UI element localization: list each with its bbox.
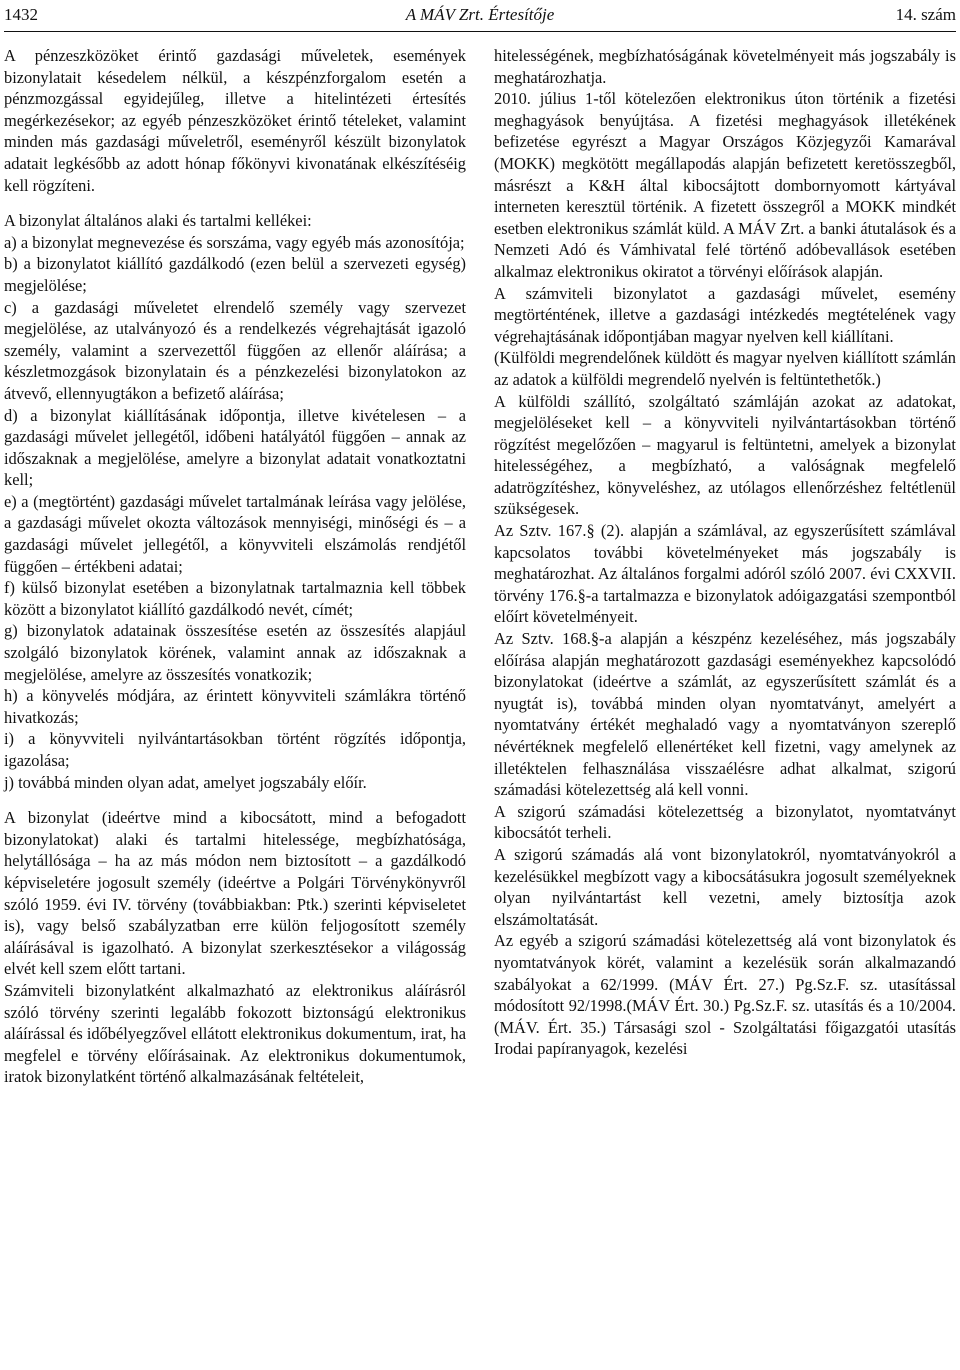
- paragraph: A pénzeszközöket érintő gazdasági műveletek, események bizonylatait késedelem nélkül, a készpénzforgalom esetén a pénzmozgással egyidejűleg, illetve a hitelintézeti értesítés megérkezésekor; az egyéb pénzeszközöket érintő tételeket, valamint minden más gazdasági műveletről, eseményről készült bizonylatok adatait legkésőbb az adott hónap főkönyvi kivonatának elkészítéséig kell rögzíteni.: [4, 46, 466, 195]
- paragraph: A szigorú számadás alá vont bizonylatokról, nyomtatványokról a kezelésükkel megbízott vagy a kibocsátásukra jogosult személyeknek olyan nyilvántartást kell vezetni, amely biztosítja azok elszámoltatását.: [494, 844, 956, 929]
- list-item: g) bizonylatok adatainak összesítése esetén az összesítés alapjául szolgáló bizonylatok körének, valamint annak az időszaknak a megjelölése, amelyre az összesítés vonatkozik;: [4, 621, 466, 684]
- page-number: 1432: [4, 5, 38, 24]
- list-item: a) a bizonylat megnevezése és sorszáma, vagy egyéb más azonosítója;: [4, 232, 465, 252]
- paragraph: A számviteli bizonylatot a gazdasági művelet, esemény megtörténtének, illetve a gazdasági intézkedés megtételének vagy végrehajtásának időpontjában magyar nyelven kell kiállítani.: [494, 283, 956, 346]
- list-item: i) a könyvviteli nyilvántartásokban történt rögzítés időpontja, igazolása;: [4, 729, 466, 770]
- right-column: [494, 45, 956, 1060]
- list-item: c) a gazdasági műveletet elrendelő személy vagy szervezet megjelölése, az utalványozó és a rendelkezés végrehajtását igazoló személy, valamint a szervezettől függően az ellenőr aláírása; a készletmozgások bizonylatain és a pénzkezelési bizonylatokon az átvevő, ellennyugtákon a befizető aláírása;: [4, 297, 466, 403]
- paragraph: Az Sztv. 168.§-a alapján a készpénz kezeléséhez, más jogszabály előírása alapján meghatározott gazdasági eseményekhez kapcsolódó bizonylatokat (ideértve a számlát, az egyszerűsített számlát és a nyugtát is), továbbá minden olyan nyomtatványt, amelyért a nyomtatvány értékét meghaladó vagy a nyomtatványon szereplő névértéknek megfelelő ellenértéket kell fizetni, vagy amelynek az illetéktelen felhasználása visszaélésre adhat alkalmat, szigorú számadási kötelezettség alá kell vonni.: [494, 629, 956, 800]
- issue-number: 14. szám: [895, 5, 956, 24]
- paragraph: A szigorú számadási kötelezettség a bizonylatot, nyomtatványt kibocsátót terheli.: [494, 801, 956, 843]
- paragraph: hitelességének, megbízhatóságának követelményeit más jogszabály is meghatározhatja.: [494, 46, 956, 87]
- journal-title: A MÁV Zrt. Értesítője: [405, 5, 555, 24]
- list-item: b) a bizonylatot kiállító gazdálkodó (ezen belül a szervezeti egység) megjelölése;: [4, 254, 466, 295]
- paragraph: Az egyéb a szigorú számadási kötelezettség alá vont bizonylatok és nyomtatványok körét, valamint a kezelésük során alkalmazandó szabályokat a 62/1999. (MÁV Ért. 27.) Pg.Sz.F. sz. utasítással módosított 92/1998.(MÁV Ért. 30.) Pg.Sz.F. sz. utasítás és a 10/2004. (MÁV. Ért. 35.) Társasági szol - Szolgáltatási főigazgatói utasítás Irodai papíranyagok, kezelési: [494, 931, 956, 1059]
- list-item: j) továbbá minden olyan adat, amelyet jogszabály előír.: [4, 772, 367, 792]
- list-item: h) a könyvelés módjára, az érintett könyvviteli számlákra történő hivatkozás;: [4, 686, 466, 727]
- list-item: f) külső bizonylat esetében a bizonylatnak tartalmaznia kell többek között a bizonylatot kiállító gazdálkodó nevét, címét;: [4, 578, 466, 619]
- paragraph: Számviteli bizonylatként alkalmazható az elektronikus aláírásról szóló törvény szerinti legalább fokozott biztonságú elektronikus aláírással és időbélyegzővel ellátott elektronikus dokumentum, irat, ha megfelel e törvény előírásainak. Az elektronikus dokumentumok, iratok bizonylatként történő alkalmazásának feltételeit,: [4, 980, 466, 1087]
- paragraph: 2010. július 1-től kötelezően elektronikus úton történik a fizetési meghagyások benyújtása. A fizetési meghagyások illetékének befizetése egyrészt a Magyar Országos Közjegyzői Kamarával (MOKK) megkötött megállapodás alapján befizetett keretösszegből, másrészt a K&H által kibocsájtott dombornyomott kártyával interneten keresztül történik. A fizetett összegről a MOKK mindkét esetben elektronikus számlát küld. A MÁV Zrt. a banki átutalások és a Nemzeti Adó és Vámhivatal felé történő adóbevallások esetében alkalmaz elektronikus okiratot a törvényi előírások alapján.: [494, 89, 956, 281]
- list-item: e) a (megtörtént) gazdasági művelet tartalmának leírása vagy jelölése, a gazdasági művelet okozta változások mennyiségi, minőségi és – a gazdasági művelet jellegétől, a könyvviteli elszámolás rendjétől függően – értékbeni adatai;: [4, 491, 466, 576]
- list-item: d) a bizonylat kiállításának időpontja, illetve kivételesen – a gazdasági művelet jellegétől, időbeni hatályától függően – annak az időszaknak a megjelölése, amelyre a bizonylat adatait vonatkoztatni kell;: [4, 405, 466, 490]
- header-divider: [4, 31, 956, 32]
- paragraph: Az Sztv. 167.§ (2). alapján a számlával, az egyszerűsített számlával kapcsolatos további követelményeket más jogszabály is meghatározhat. Az általános forgalmi adóról szóló 2007. évi CXXVII. törvény 176.§-a tartalmazza e bizonylatok adóigazgatási szempontból előírt követelményeit.: [494, 521, 956, 627]
- page-header: [4, 3, 956, 31]
- paragraph: (Külföldi megrendelőnek küldött és magyar nyelven kiállított számlán az adatok a külföldi megrendelő nyelvén is feltüntethetők.): [494, 348, 956, 389]
- paragraph: A bizonylat általános alaki és tartalmi kellékei:: [4, 211, 312, 231]
- paragraph: A bizonylat (ideértve mind a kibocsátott, mind a befogadott bizonylatokat) alaki és tartalmi hitelessége, megbízhatósága, helytállósága – ha az más módon nem biztosított – a gazdálkodó képviseletére jogosult személy (ideértve a Polgári Törvénykönyvről szóló 1959. évi IV. törvény (továbbiakban: Ptk.) szerinti képviseletet is), vagy belső szabályzatban erre külön feljogosított személy aláírásával is igazolható. A bizonylat szerkesztésekor a világosság elvét kell szem előtt tartani.: [4, 808, 466, 979]
- paragraph: A külföldi szállító, szolgáltató számláján azokat az adatokat, megjelöléseket kell – a könyvviteli nyilvántartásokban történő rögzítést megelőzően – magyarul is feltüntetni, amelyek a bizonylat hitelességéhez, a megbízható, a valóságnak megfelelő adatrögzítéshez, könyveléshez, az utólagos ellenőrzéshez feltétlenül szükségesek.: [494, 391, 956, 519]
- left-column: [4, 45, 466, 1088]
